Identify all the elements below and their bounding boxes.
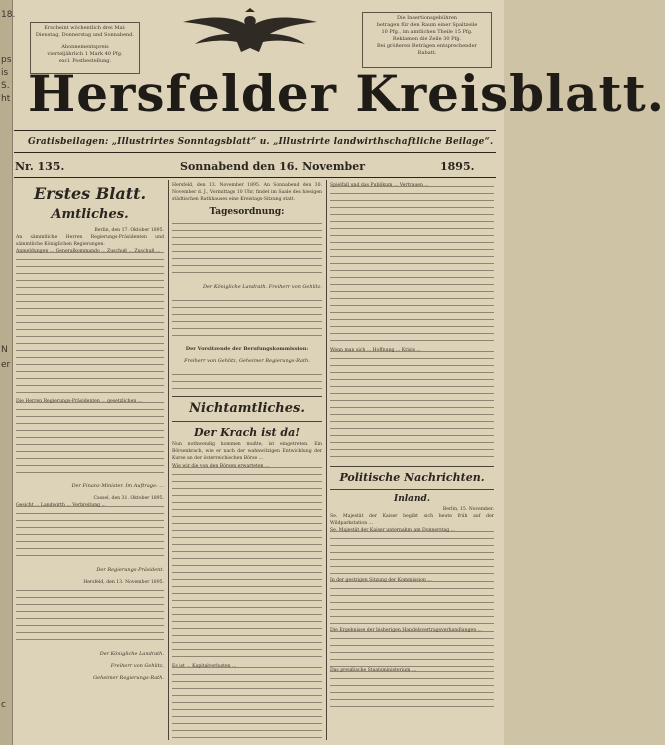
- edge-mark: 18.: [1, 10, 16, 20]
- first-sheet-heading: Erstes Blatt.: [33, 184, 147, 203]
- signature-line: Freiherr von Gehlitz,: [110, 663, 164, 670]
- box-line: Reklamen die Zeile 30 Pfg.: [392, 36, 462, 42]
- box-line: 10 Pfg., im amtlichen Theile 15 Pfg.: [381, 29, 473, 35]
- text-block: Es ist ... Kapitalverlusten ...: [172, 663, 322, 743]
- edge-mark: ps: [1, 55, 12, 65]
- text-block: Die Herren Regierungs-Präsidenten ... gesetzlichen ...: [16, 398, 164, 478]
- signature-line: Freiherr von Gehlitz, Geheimer Regierungs-Rath.: [184, 358, 310, 365]
- newspaper-masthead: Hersfelder Kreisblatt.: [28, 64, 665, 123]
- column-1: [16, 182, 164, 742]
- signature-line: Der Finanz-Minister. Im Auftrage: ...: [71, 483, 164, 490]
- box-line: vierteljährlich 1 Mark 40 Pfg.: [47, 51, 123, 57]
- issue-date: Sonnabend den 16. November: [180, 160, 366, 173]
- agenda-heading: Tagesordnung:: [209, 207, 285, 218]
- text-block: [172, 219, 322, 279]
- article-paragraph: Hersfeld, den 13. November 1895. An Sonnabend den 30. November d. J., Vormittags 10 Uhr, findet im Saale des hiesigen städtischen Rathhauses eine Kreistags-Sitzung statt.: [172, 183, 322, 203]
- text-block: [172, 296, 322, 341]
- column-rule: [168, 180, 169, 740]
- column-3: [330, 182, 494, 742]
- dateline: Hersfeld, den 13. November 1895.: [83, 580, 164, 586]
- box-line: betragen für den Raum einer Spaltzeile: [376, 22, 478, 28]
- divider: [330, 489, 494, 490]
- issue-number: Nr. 135.: [15, 160, 65, 173]
- text-block: In der gestrigen Sitzung der Kommission ...: [330, 577, 494, 627]
- supplements-line: Gratisbeilagen: „Illustrirtes Sonntagsblatt“ u. „Illustrirte landwirthschaftliche Beilage“.: [28, 137, 494, 147]
- dateline: Berlin, 15. November.: [442, 507, 494, 512]
- article-paragraph: Nun nothwendig kommen mußte, ist eingetreten. Ein Börsenkrach, wie er nach der wahnwitzigen Entwicklung der Kurse an der österreichischen Börse ...: [172, 442, 322, 462]
- eagle-emblem-icon: [175, 8, 325, 58]
- text-block: Wenn man sich ... Hoffnung ... Krisis ...: [330, 347, 494, 462]
- inland-heading: Inland.: [394, 494, 430, 504]
- column-2: [172, 182, 322, 742]
- edge-mark: S.: [1, 81, 10, 91]
- text-block: [172, 370, 322, 392]
- text-block: Anmeldungen ... Generalkommando ... Zuschuß ... Zuschuß ...: [16, 248, 164, 398]
- notice-heading: Der Vorsitzende der Berufungskommission:: [185, 346, 309, 353]
- edge-mark: er: [1, 360, 11, 370]
- text-block: [16, 586, 164, 646]
- box-line: Abonnementspreis: [61, 44, 109, 50]
- box-line: excl. Postbestellung.: [58, 58, 112, 64]
- divider: [330, 466, 494, 467]
- dateline: Cassel, den 31. Oktober 1895.: [93, 496, 164, 502]
- text-block: Das preußische Staatsministerium ...: [330, 667, 494, 707]
- text-block: Gesicht ... Landwirth ... Verbreitung ...: [16, 502, 164, 562]
- signature-line: Der Königliche Landrath. Freiherr von Gehlitz.: [202, 284, 322, 291]
- edge-mark: is: [1, 68, 9, 78]
- text-block: Se. Majestät der Kaiser unternahm am Donnerstag ...: [330, 527, 494, 577]
- box-line: Die Insertionsgebühren: [396, 15, 458, 21]
- edge-mark: ht: [1, 94, 11, 104]
- box-line: Rabatt.: [417, 50, 437, 56]
- article-paragraph: Berlin, den 17. Oktober 1895.: [94, 228, 164, 233]
- news-item: Se. Majestät der Kaiser begibt sich heute früh auf der Wildparkstation ...: [330, 514, 494, 527]
- political-news-heading: Politische Nachrichten.: [339, 471, 485, 484]
- issue-year: 1895.: [440, 160, 475, 173]
- signature-line: Der Regierungs-Präsident.: [96, 567, 164, 574]
- divider: [14, 152, 496, 153]
- box-line: Bei größeren Beträgen entsprechender: [377, 43, 477, 49]
- divider: [14, 130, 496, 131]
- box-line: Erscheint wöchentlich drei Mal:: [44, 25, 126, 31]
- divider: [14, 177, 496, 178]
- box-line: Dienstag, Donnerstag und Sonnabend.: [35, 32, 135, 38]
- divider: [172, 421, 322, 422]
- adjacent-page-edge: [0, 0, 16, 745]
- article-title: Der Krach ist da!: [193, 426, 301, 440]
- edge-mark: N: [1, 345, 8, 355]
- text-block: Spielfall und das Publikum ... Vertrauen ...: [330, 182, 494, 347]
- text-block: Die Ergebnisse der bisherigen Handelsvertragsverhandlungen ...: [330, 627, 494, 667]
- article-paragraph: An sämmtliche Herren Regierungs-Präsidenten und sämmtliche Königlichen Regierungen.: [16, 235, 164, 248]
- divider: [172, 396, 322, 397]
- signature-line: Geheimer Regierungs-Rath.: [93, 675, 164, 682]
- signature-line: Der Königliche Landrath.: [99, 651, 164, 658]
- official-section-heading: Amtliches.: [51, 207, 129, 222]
- unofficial-section-heading: Nichtamtliches.: [189, 401, 305, 417]
- text-block: Wie wir die von den Börsen erwarteten ...: [172, 463, 322, 663]
- column-rule: [326, 180, 327, 740]
- advertising-rates-box: [362, 12, 492, 68]
- edge-mark: c: [1, 700, 6, 710]
